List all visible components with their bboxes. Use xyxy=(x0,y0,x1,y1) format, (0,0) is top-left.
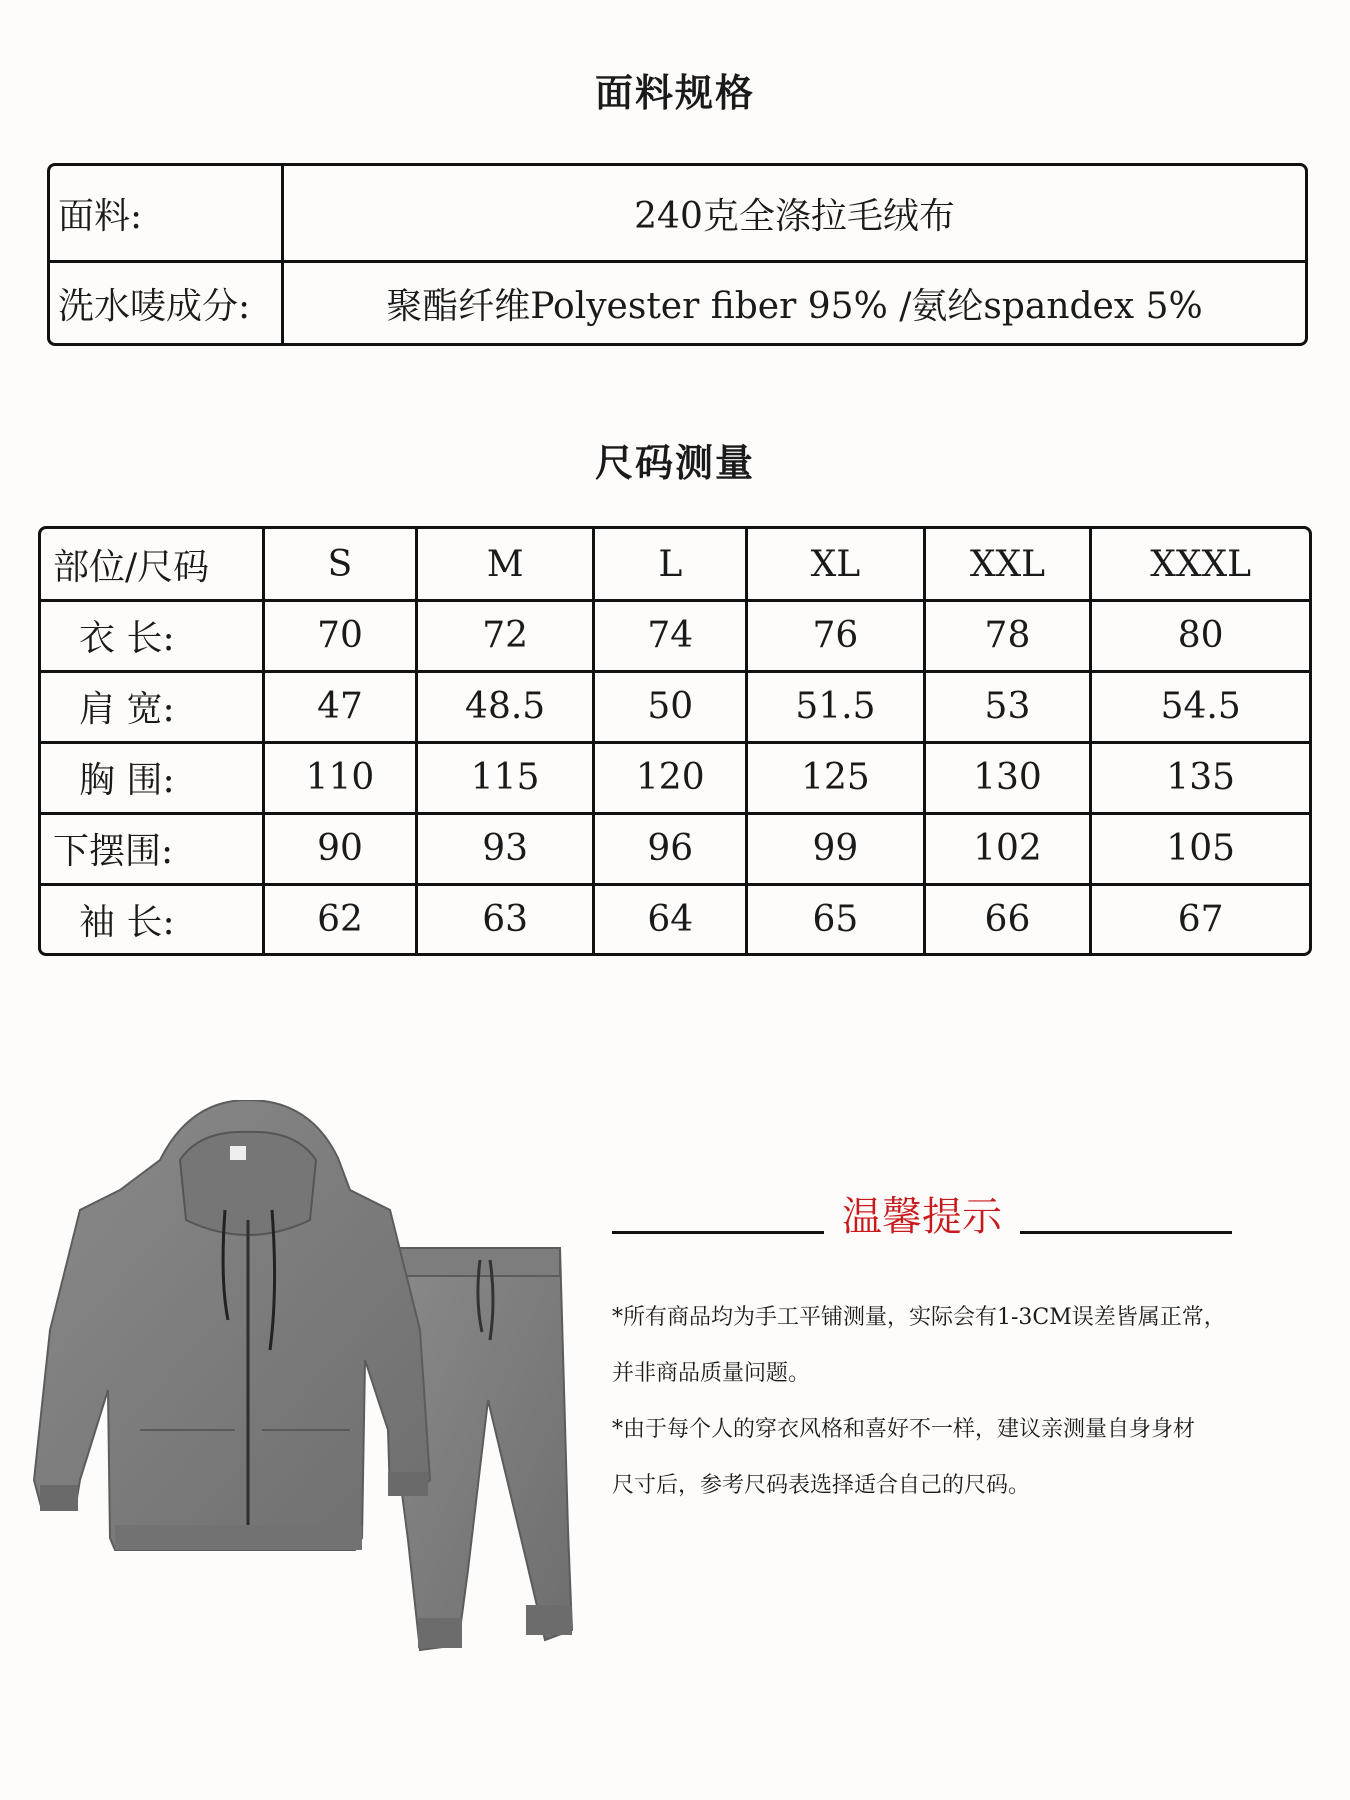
tips-header xyxy=(612,1185,1232,1245)
tips-line: *所有商品均为手工平铺测量，实际会有1-3CM误差皆属正常， xyxy=(612,1305,1226,1330)
tips-body xyxy=(612,1290,1312,1514)
table-cell: 120 xyxy=(594,742,747,813)
row-label: 肩 宽: xyxy=(41,671,264,742)
row-label: 胸 围: xyxy=(41,742,264,813)
composition-label: 洗水唛成分: xyxy=(50,263,284,343)
size-header-row xyxy=(41,529,1309,601)
table-cell: 110 xyxy=(264,742,417,813)
table-cell: 78 xyxy=(924,601,1091,672)
table-cell: 96 xyxy=(594,813,747,884)
size-header-cell: L xyxy=(594,529,747,601)
fabric-value: 240克全涤拉毛绒布 xyxy=(284,166,1305,263)
table-cell: 76 xyxy=(747,601,924,672)
tips-line: 并非商品质量问题。 xyxy=(612,1361,811,1386)
table-cell: 47 xyxy=(264,671,417,742)
table-cell: 102 xyxy=(924,813,1091,884)
size-header-cell: XXL xyxy=(924,529,1091,601)
fabric-spec-title: 面料规格 xyxy=(594,71,755,115)
table-cell: 72 xyxy=(416,601,593,672)
table-row xyxy=(41,813,1309,884)
table-cell: 105 xyxy=(1091,813,1309,884)
tips-title: 温馨提示 xyxy=(842,1194,1002,1240)
table-cell: 51.5 xyxy=(747,671,924,742)
size-header-corner: 部位/尺码 xyxy=(41,529,264,601)
row-label: 下摆围: xyxy=(41,813,264,884)
table-cell: 135 xyxy=(1091,742,1309,813)
table-cell: 74 xyxy=(594,601,747,672)
table-cell: 67 xyxy=(1177,898,1224,940)
table-cell: 64 xyxy=(594,884,747,953)
table-cell: 63 xyxy=(416,884,593,953)
tips-divider-right xyxy=(1020,1231,1232,1234)
tips-line: *由于每个人的穿衣风格和喜好不一样，建议亲测量自身身材 xyxy=(612,1417,1196,1442)
size-measurement-title: 尺码测量 xyxy=(594,441,755,485)
table-row xyxy=(41,671,1309,742)
size-chart-table xyxy=(38,526,1312,956)
table-cell: 53 xyxy=(924,671,1091,742)
table-row xyxy=(41,601,1309,672)
size-header-cell: XXXL xyxy=(1091,529,1309,601)
table-cell: 65 xyxy=(747,884,924,953)
table-cell: 54.5 xyxy=(1091,671,1309,742)
table-cell: 62 xyxy=(264,884,417,953)
table-cell: 50 xyxy=(594,671,747,742)
row-label: 袖 长: xyxy=(41,884,264,953)
table-cell: 80 xyxy=(1091,601,1309,672)
row-label: 衣 长: xyxy=(41,601,264,672)
size-header-cell: S xyxy=(264,529,417,601)
table-cell: 125 xyxy=(747,742,924,813)
size-header-cell: M xyxy=(416,529,593,601)
table-cell: 115 xyxy=(416,742,593,813)
table-row xyxy=(41,742,1309,813)
table-cell: 48.5 xyxy=(416,671,593,742)
table-cell: 90 xyxy=(264,813,417,884)
fabric-spec-table xyxy=(47,163,1308,346)
table-cell: 70 xyxy=(264,601,417,672)
fabric-label: 面料: xyxy=(50,166,284,263)
table-cell: 66 xyxy=(924,884,1091,953)
table-row xyxy=(41,884,1309,953)
composition-value: 聚酯纤维Polyester fiber 95% /氨纶spandex 5% xyxy=(386,285,1203,327)
tips-line: 尺寸后，参考尺码表选择适合自己的尺码。 xyxy=(612,1473,1031,1498)
table-cell: 99 xyxy=(747,813,924,884)
hoodie-and-joggers-image xyxy=(20,1100,580,1660)
table-cell: 93 xyxy=(416,813,593,884)
size-header-cell: XL xyxy=(747,529,924,601)
table-cell: 130 xyxy=(924,742,1091,813)
